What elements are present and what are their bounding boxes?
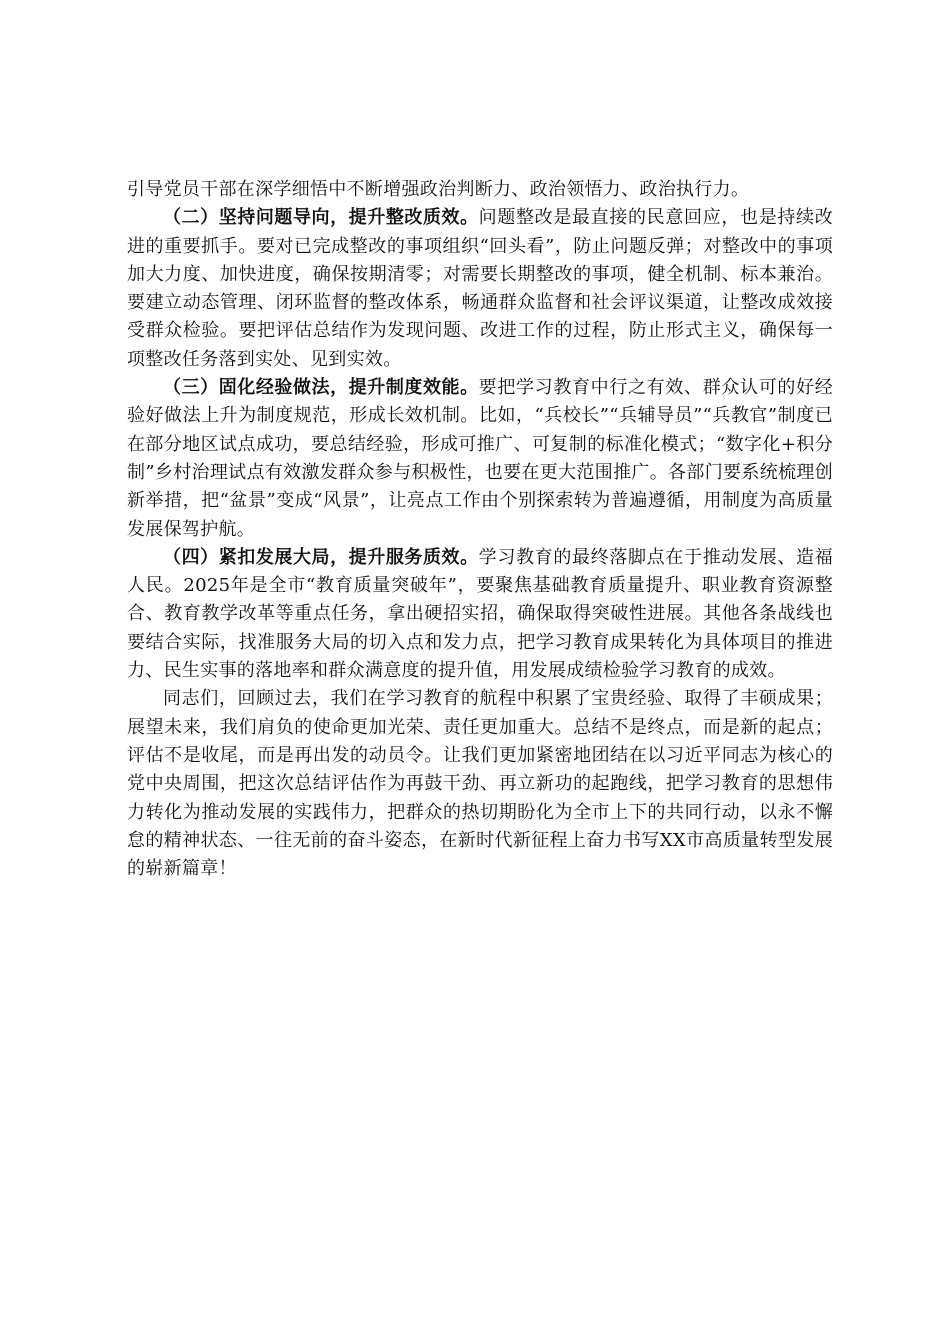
paragraph-text: 引导党员干部在深学细悟中不断增强政治判断力、政治领悟力、政治执行力。 bbox=[127, 179, 750, 200]
paragraph-heading: （三）固化经验做法，提升制度效能。 bbox=[163, 377, 479, 399]
document-body bbox=[127, 176, 833, 883]
paragraph-closing bbox=[127, 685, 833, 883]
paragraph-text: 学习教育的最终落脚点在于推动发展、造福人民。2025年是全市“教育质量突破年”，要聚焦基础教育质量提升、职业教育资源整合、教育教学改革等重点任务，拿出硬招实招，确保取得突破性进展。其他各条战线也要结合实际，找准服务大局的切入点和发力点，把学习教育成果转化为具体项目的推进力、民生实事的落地率和群众满意度的提升值，用发展成绩检验学习教育的成效。 bbox=[127, 546, 833, 682]
paragraph-text: 同志们，回顾过去，我们在学习教育的航程中积累了宝贵经验、取得了丰硕成果；展望未来，我们肩负的使命更加光荣、责任更加重大。总结不是终点，而是新的起点；评估不是收尾，而是再出发的动员令。让我们更加紧密地团结在以习近平同志为核心的党中央周围，把这次总结评估作为再鼓干劲、再立新功的起跑线，把学习教育的思想伟力转化为推动发展的实践伟力，把群众的热切期盼化为全市上下的共同行动，以永不懈怠的精神状态、一往无前的奋斗姿态，在新时代新征程上奋力书写XX市高质量转型发展的崭新篇章！ bbox=[127, 688, 833, 880]
paragraph-heading: （二）坚持问题导向，提升整改质效。 bbox=[163, 207, 479, 229]
paragraph-institutional-efficiency bbox=[127, 374, 833, 544]
paragraph-heading: （四）紧扣发展大局，提升服务质效。 bbox=[163, 546, 479, 568]
paragraph-service-efficiency bbox=[127, 544, 833, 685]
paragraph-text: 问题整改是最直接的民意回应，也是持续改进的重要抓手。要对已完成整改的事项组织“回头看”，防止问题反弹；对整改中的事项加大力度、加快进度，确保按期清零；对需要长期整改的事项，健全机制、标本兼治。要建立动态管理、闭环监督的整改体系，畅通群众监督和社会评议渠道，让整改成效接受群众检验。要把评估总结作为发现问题、改进工作的过程，防止形式主义，确保每一项整改任务落到实处、见到实效。 bbox=[127, 207, 833, 370]
paragraph-problem-orientation bbox=[127, 204, 833, 374]
paragraph-text: 要把学习教育中行之有效、群众认可的好经验好做法上升为制度规范，形成长效机制。比如，“兵校长”“兵辅导员”“兵教官”制度已在部分地区试点成功，要总结经验，形成可推广、可复制的标准化模式；“数字化+积分制”乡村治理试点有效激发群众参与积极性，也要在更大范围推广。各部门要系统梳理创新举措，把“盆景”变成“风景”，让亮点工作由个别探索转为普遍遵循，用制度为高质量发展保驾护航。 bbox=[127, 377, 833, 540]
paragraph-continuation bbox=[127, 176, 833, 204]
